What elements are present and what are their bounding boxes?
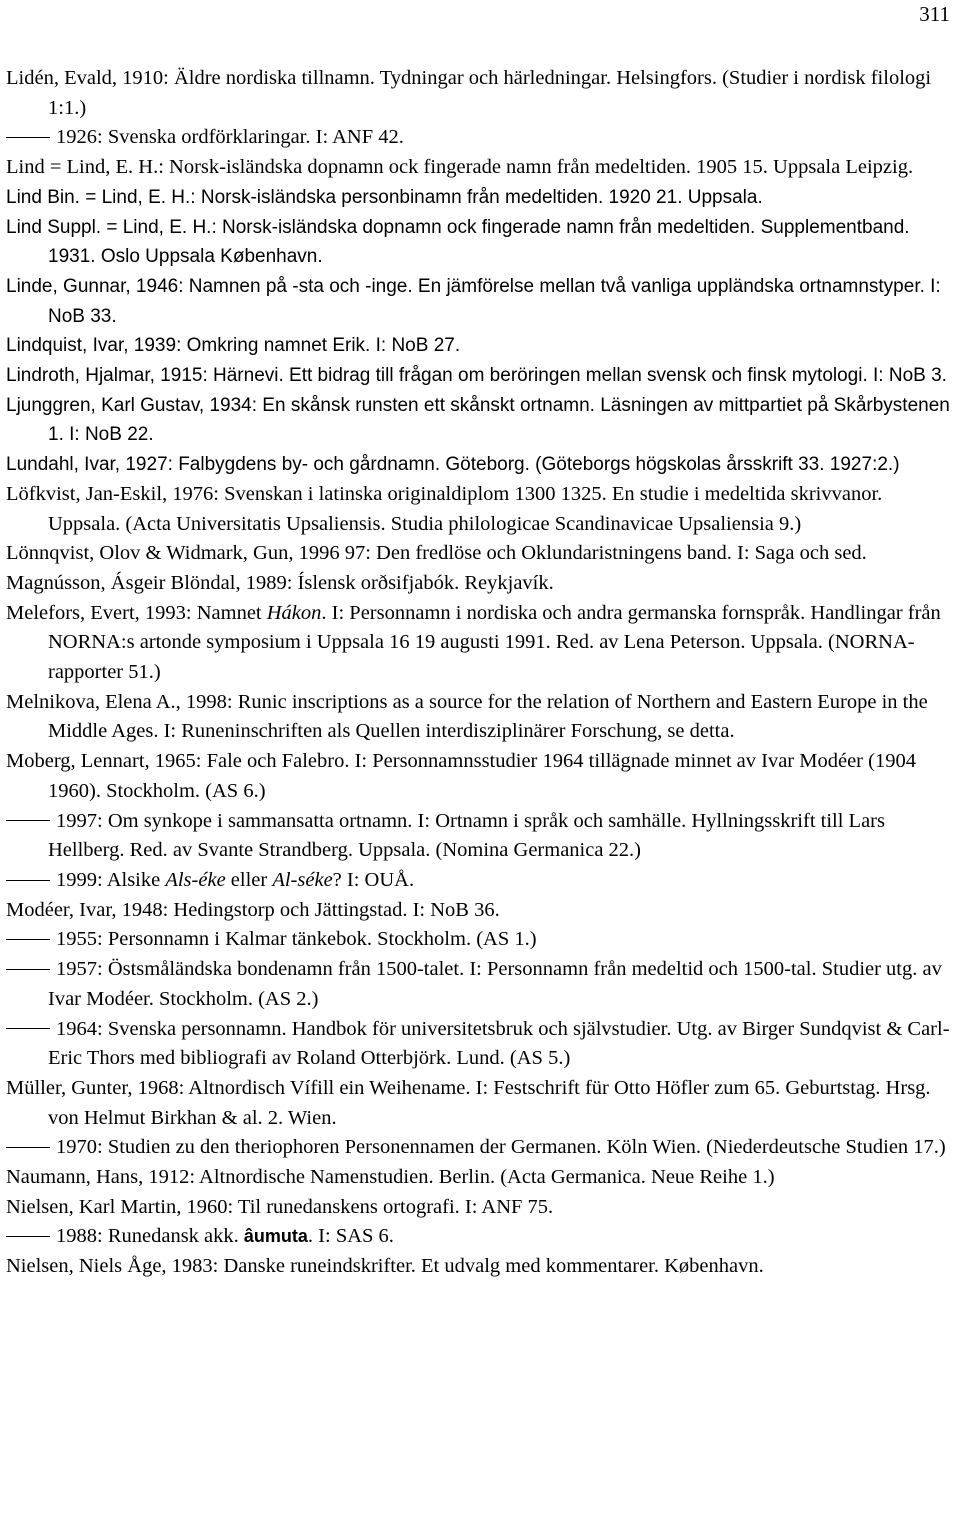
- entry-lonnqvist-1996: Lönnqvist, Olov & Widmark, Gun, 1996 97: Den fredlöse och Oklundaristningens band. I: Saga och sed.: [6, 542, 867, 565]
- ditto-dash: [6, 1028, 50, 1029]
- entry-modeer-1955: 1955: Personnamn i Kalmar tänkebok. Stockholm. (AS 1.): [6, 925, 954, 955]
- entry-moberg-1997: 1997: Om synkope i sammansatta ortnamn. I: Ortnamn i språk och samhälle. Hyllningsskrift till Lars Hellberg. Red. av Svante Strandberg. Uppsala. (Nomina Germanica 22.): [6, 807, 954, 866]
- entry-nielsen-1988: 1988: Runedansk akk. âumuta. I: SAS 6.: [6, 1222, 954, 1252]
- entry-lind: Lind = Lind, E. H.: Norsk-isländska dopnamn ock fingerade namn från medeltiden. 1905 15. Uppsala Leipzig.: [6, 156, 914, 179]
- entry-lindquist-1939: Lindquist, Ivar, 1939: Omkring namnet Erik. I: NoB 27.: [6, 335, 461, 357]
- entry-nielsen-1983: Nielsen, Niels Åge, 1983: Danske runeindskrifter. Et udvalg med kommentarer. København.: [6, 1255, 764, 1278]
- entry-lindroth-1915: Lindroth, Hjalmar, 1915: Härnevi. Ett bidrag till frågan om beröringen mellan svensk och finsk mytologi. I: NoB 3.: [6, 365, 947, 387]
- entry-lind-suppl: Lind Suppl. = Lind, E. H.: Norsk-isländska dopnamn ock fingerade namn från medeltiden. Supplementband. 1931. Oslo Uppsala København.: [6, 216, 910, 268]
- ditto-dash: [6, 1236, 50, 1237]
- ditto-dash: [6, 1147, 50, 1148]
- ditto-dash: [6, 880, 50, 881]
- entry-moberg-1999: 1999: Alsike Als-éke eller Al-séke? I: OUÅ.: [6, 866, 954, 896]
- page-number: 311: [919, 2, 950, 26]
- entry-liden-1926: 1926: Svenska ordförklaringar. I: ANF 42.: [6, 123, 954, 153]
- entry-naumann-1912: Naumann, Hans, 1912: Altnordische Namenstudien. Berlin. (Acta Germanica. Neue Reihe 1.): [6, 1166, 775, 1189]
- entry-muller-1970: 1970: Studien zu den theriophoren Personennamen der Germanen. Köln Wien. (Niederdeutsche Studien 17.): [6, 1133, 954, 1163]
- entry-linde-1946: Linde, Gunnar, 1946: Namnen på -sta och -inge. En jämförelse mellan två vanliga uppländska ortnamnstyper. I: NoB 33.: [6, 275, 941, 327]
- entry-moberg-1965: Moberg, Lennart, 1965: Fale och Falebro. I: Personnamnsstudier 1964 tillägnade minnet av Ivar Modéer (1904 1960). Stockholm. (AS 6.): [6, 750, 916, 802]
- ditto-dash: [6, 939, 50, 940]
- ditto-dash: [6, 137, 50, 138]
- entry-melefors-1993: Melefors, Evert, 1993: Namnet Hákon. I: Personnamn i nordiska och andra germanska fornspråk. Handlingar från NORNA:s artonde symposium i Uppsala 16 19 augusti 1991. Red. av Lena Peterson. Uppsala. (NORNA-rapporter 51.): [6, 601, 941, 684]
- entry-lofkvist-1976: Löfkvist, Jan-Eskil, 1976: Svenskan i latinska originaldiplom 1300 1325. En studie i medeltida skrivvanor. Uppsala. (Acta Universitatis Upsaliensis. Studia philologicae Scandinavicae Upsaliensia 9.): [6, 482, 883, 535]
- entry-modeer-1957: 1957: Östsmåländska bondenamn från 1500-talet. I: Personnamn från medeltid och 1500-tal. Studier utg. av Ivar Modéer. Stockholm. (AS 2.): [6, 955, 954, 1014]
- entry-magnusson-1989: Magnússon, Ásgeir Blöndal, 1989: Íslensk orðsifjabók. Reykjavík.: [6, 571, 554, 594]
- entry-liden-1910: Lidén, Evald, 1910: Äldre nordiska tillnamn. Tydningar och härledningar. Helsingfors. (Studier i nordisk filologi 1:1.): [6, 67, 932, 119]
- entry-lundahl-1927: Lundahl, Ivar, 1927: Falbygdens by- och gårdnamn. Göteborg. (Göteborgs högskolas årsskrift 33. 1927:2.): [6, 454, 900, 476]
- ditto-dash: [6, 969, 50, 970]
- entry-muller-1968: Müller, Gunter, 1968: Altnordisch Vífill ein Weihename. I: Festschrift für Otto Höfler zum 65. Geburtstag. Hrsg. von Helmut Birkhan & al. 2. Wien.: [6, 1076, 931, 1129]
- bibliography-list: [6, 64, 954, 1282]
- entry-modeer-1948: Modéer, Ivar, 1948: Hedingstorp och Jättingstad. I: NoB 36.: [6, 898, 500, 921]
- entry-lind-bin: Lind Bin. = Lind, E. H.: Norsk-isländska personbinamn från medeltiden. 1920 21. Uppsala.: [6, 186, 763, 208]
- ditto-dash: [6, 820, 50, 821]
- entry-nielsen-1960: Nielsen, Karl Martin, 1960: Til runedanskens ortografi. I: ANF 75.: [6, 1195, 554, 1218]
- entry-modeer-1964: 1964: Svenska personnamn. Handbok för universitetsbruk och självstudier. Utg. av Birger Sundqvist & Carl-Eric Thors med bibliografi av Roland Otterbjörk. Lund. (AS 5.): [6, 1015, 954, 1074]
- entry-ljunggren-1934: Ljunggren, Karl Gustav, 1934: En skånsk runsten ett skånskt ortnamn. Läsningen av mittpartiet på Skårbystenen 1. I: NoB 22.: [6, 394, 950, 446]
- entry-melnikova-1998: Melnikova, Elena A., 1998: Runic inscriptions as a source for the relation of Northern and Eastern Europe in the Middle Ages. I: Runeninschriften als Quellen interdisziplinärer Forschung, se detta.: [6, 690, 928, 743]
